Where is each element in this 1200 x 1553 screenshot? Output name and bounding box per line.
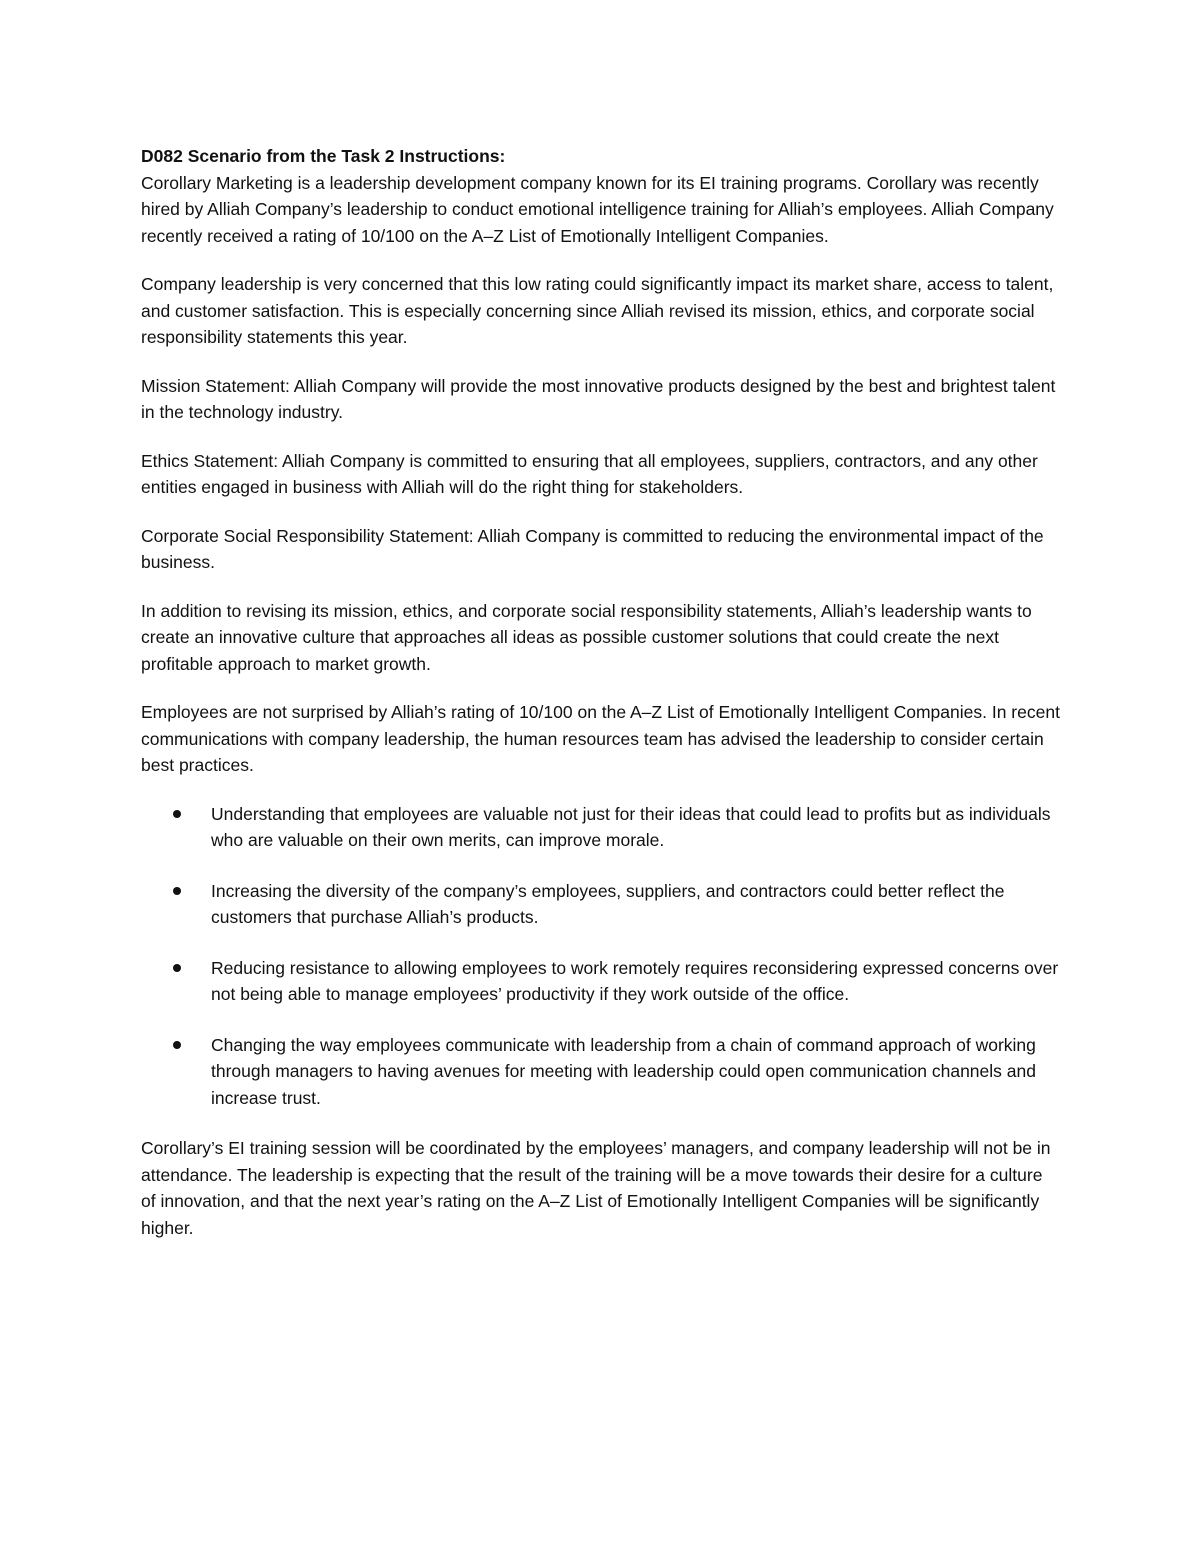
paragraph-leadership-concern: Company leadership is very concerned that this low rating could significantly impact its market share, access to talent, and customer satisfaction. This is especially concerning since Alliah revised its mission, ethics, and corporate social responsibility statements this year. (141, 274, 1054, 347)
list-item (141, 955, 1061, 1008)
best-practices-list (141, 801, 1061, 1112)
list-item (141, 801, 1061, 854)
bullet-icon (173, 964, 181, 972)
paragraph-innovative-culture: In addition to revising its mission, ethics, and corporate social responsibility statements, Alliah’s leadership wants to create an innovative culture that approaches all ideas as possible customer solutions that could create the next profitable approach to market growth. (141, 600, 1032, 674)
paragraph-closing: Corollary’s EI training session will be coordinated by the employees’ managers, and company leadership will not be in attendance. The leadership is expecting that the result of the training will be a move towards their desire for a culture of innovation, and that the next year’s rating on the A–Z List of Emotionally Intelligent Companies will be significantly higher. (141, 1138, 1051, 1238)
list-item-text: Understanding that employees are valuable not just for their ideas that could lead to profits but as individuals who are valuable on their own merits, can improve morale. (211, 803, 1051, 850)
paragraph-ethics-statement: Ethics Statement: Alliah Company is committed to ensuring that all employees, suppliers, contractors, and any other entities engaged in business with Alliah will do the right thing for stakeholders. (141, 450, 1038, 497)
list-item-text: Reducing resistance to allowing employees to work remotely requires reconsidering expressed concerns over not being able to manage employees’ productivity if they work outside of the office. (211, 957, 1059, 1004)
bullet-icon (173, 810, 181, 818)
intro-paragraph: Corollary Marketing is a leadership development company known for its EI training programs. Corollary was recently hired by Alliah Company’s leadership to conduct emotional intelligence training for Alliah’s employees. Alliah Company recently received a rating of 10/100 on the A–Z List of Emotionally Intelligent Companies. (141, 172, 1054, 246)
list-item (141, 1032, 1061, 1112)
bullet-icon (173, 887, 181, 895)
bullet-icon (173, 1041, 181, 1049)
intro-block (141, 143, 1061, 249)
paragraph-employees-rating: Employees are not surprised by Alliah’s rating of 10/100 on the A–Z List of Emotionally Intelligent Companies. In recent communications with company leadership, the human resources team has advised the leadership to consider certain best practices. (141, 702, 1060, 775)
paragraph-mission-statement: Mission Statement: Alliah Company will provide the most innovative products designed by the best and brightest talent in the technology industry. (141, 375, 1056, 422)
document-heading: D082 Scenario from the Task 2 Instructions: (141, 146, 506, 166)
document-page (141, 143, 1061, 1263)
paragraph-csr-statement: Corporate Social Responsibility Statement: Alliah Company is committed to reducing the environmental impact of the business. (141, 525, 1044, 572)
list-item-text: Changing the way employees communicate with leadership from a chain of command approach of working through managers to having avenues for meeting with leadership could open communication channels and increase trust. (211, 1034, 1036, 1108)
list-item-text: Increasing the diversity of the company’s employees, suppliers, and contractors could better reflect the customers that purchase Alliah’s products. (211, 880, 1005, 927)
list-item (141, 878, 1061, 931)
